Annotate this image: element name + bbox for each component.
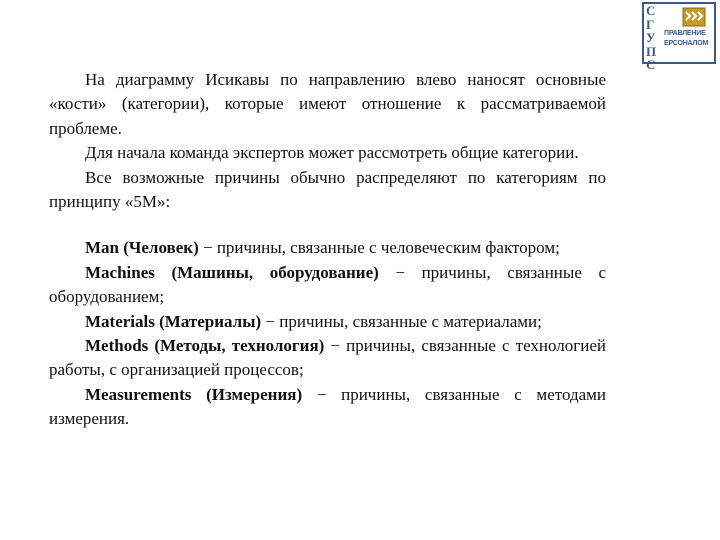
category-term: Man (Человек) [85,238,199,258]
category-item [49,236,606,260]
category-term: Materials (Материалы) [85,311,262,331]
logo-letter: П [646,43,657,59]
category-term: Machines (Машины, оборудование) [85,262,379,282]
logo-letter: С [646,3,656,18]
document-body [49,68,606,432]
category-term: Measurements (Измерения) [85,384,303,404]
logo-text [664,29,716,49]
category-item [49,383,606,432]
category-description: − причины, связанные с технологией работы, с организацией процессов; [49,336,606,380]
category-item [49,310,606,334]
logo-emblem-icon [682,7,706,27]
logo-letter: С [646,57,656,72]
logo-text-line: ПРАВЛЕНИЕ [664,30,706,37]
paragraph-gap [49,214,606,236]
intro-paragraph: Все возможные причины обычно распределяют по категориям по принципу «5М»: [49,167,606,212]
category-description: − причины, связанные с материалами; [265,311,542,331]
intro-paragraph: Для начала команда экспертов может рассмотреть общие категории. [85,143,579,163]
category-item [49,261,606,310]
logo-letter: У [646,30,656,45]
category-description: − причины, связанные с человеческим фактором; [202,238,560,258]
category-term: Methods (Методы, технология) [85,336,325,356]
logo-text-line: ЕРСОНАЛОМ [664,40,709,47]
logo-letter: Г [646,16,655,32]
category-description: − причины, связанные с методами измерения. [49,384,607,429]
intro-paragraph: На диаграмму Исикавы по направлению влево наносят основные «кости» (категории), которые имеют отношение к рассматриваемой проблеме. [49,70,606,138]
category-description: − причины, связанные с оборудованием; [49,262,606,307]
organization-logo [642,2,716,72]
category-item [49,334,606,383]
logo-vertical-letters [646,4,660,72]
